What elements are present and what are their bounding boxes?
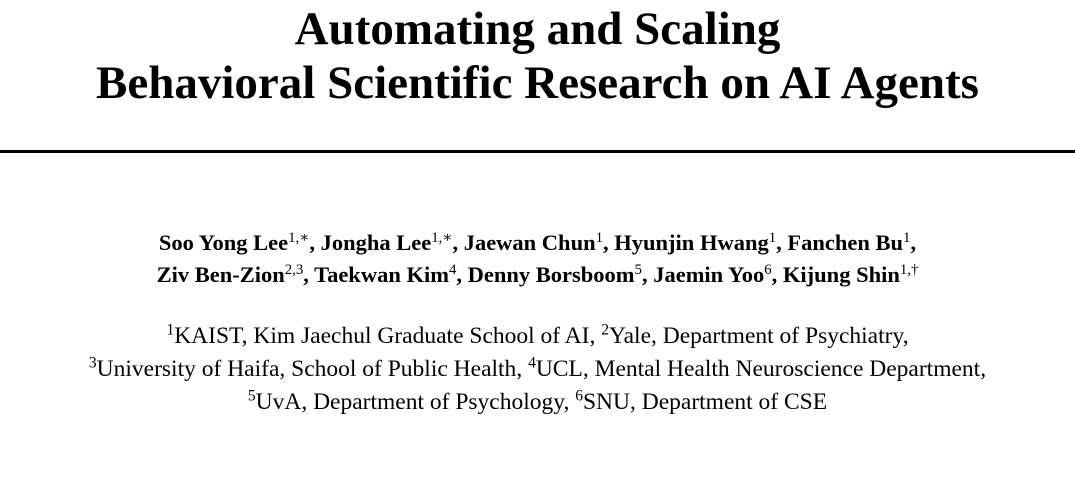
author-line-1: Soo Yong Lee$^{1,∗}$, Jongha Lee$^{1,∗}$, Jaewan Chun$^1$, Hyunjin Hwang$^1$, Fanchen Bu$^1$,	[158, 229, 917, 255]
affiliation-text: UCL, Mental Health Neuroscience Department	[535, 356, 981, 382]
paper-title	[0, 2, 1075, 110]
title-line-2: Behavioral Scientific Research on AI Agents	[96, 57, 979, 109]
affiliation-text: KAIST, Kim Jaechul Graduate School of AI	[174, 323, 590, 349]
author-marks: 5	[634, 261, 642, 278]
author-marks: 1,†	[899, 261, 919, 278]
author-marks: 1	[768, 229, 777, 246]
author-name: Jaemin Yoo	[653, 262, 765, 287]
affiliation-line-2: $^3$University of Haifa, School of Public Health, $^4$UCL, Mental Health Neuroscience Department,	[88, 354, 987, 382]
affiliation-line-1: $^1$KAIST, Kim Jaechul Graduate School of AI, $^2$Yale, Department of Psychiatry,	[166, 321, 909, 349]
affiliation-mark: 2	[601, 321, 609, 339]
author-name: Soo Yong Lee	[158, 230, 289, 255]
title-rule	[0, 150, 1075, 153]
affiliation-line-3: $^5$UvA, Department of Psychology, $^6$SNU, Department of CSE	[247, 387, 828, 415]
affiliation-text: University of Haifa, School of Public Health	[96, 356, 517, 382]
affiliation-mark: 4	[528, 354, 536, 372]
author-line-2: Ziv Ben-Zion$^{2,3}$, Taekwan Kim$^4$, Denny Borsboom$^5$, Jaemin Yoo$^6$, Kijung Shin$^{1,\dagger}$	[156, 261, 919, 287]
author-list	[0, 227, 1075, 291]
author-name: Kijung Shin	[782, 262, 900, 287]
author-name: Ziv Ben-Zion	[156, 262, 285, 287]
author-name: Taekwan Kim	[314, 262, 449, 287]
author-marks: 1	[903, 229, 911, 246]
affiliation-mark: 5	[247, 387, 256, 405]
author-name: Jaewan Chun	[463, 230, 596, 255]
title-line-1: Automating and Scaling	[294, 3, 781, 55]
affiliation-list	[0, 320, 1075, 419]
affiliation-mark: 3	[88, 354, 97, 372]
author-marks: 6	[764, 261, 772, 278]
affiliation-text: SNU, Department of CSE	[582, 389, 828, 415]
author-name: Denny Borsboom	[467, 262, 635, 287]
author-name: Hyunjin Hwang	[614, 230, 769, 255]
author-marks: 4	[448, 261, 457, 278]
affiliation-text: UvA, Department of Psychology	[255, 389, 564, 415]
affiliation-text: Yale, Department of Psychiatry	[608, 323, 903, 349]
author-marks: 1,∗	[288, 229, 310, 246]
author-marks: 1	[595, 229, 604, 246]
author-marks: 1,∗	[431, 229, 453, 246]
affiliation-mark: 1	[166, 321, 175, 339]
affiliation-mark: 6	[575, 387, 583, 405]
author-name: Jongha Lee	[320, 230, 432, 255]
author-name: Fanchen Bu	[787, 230, 904, 255]
author-marks: 2,3	[284, 261, 304, 278]
